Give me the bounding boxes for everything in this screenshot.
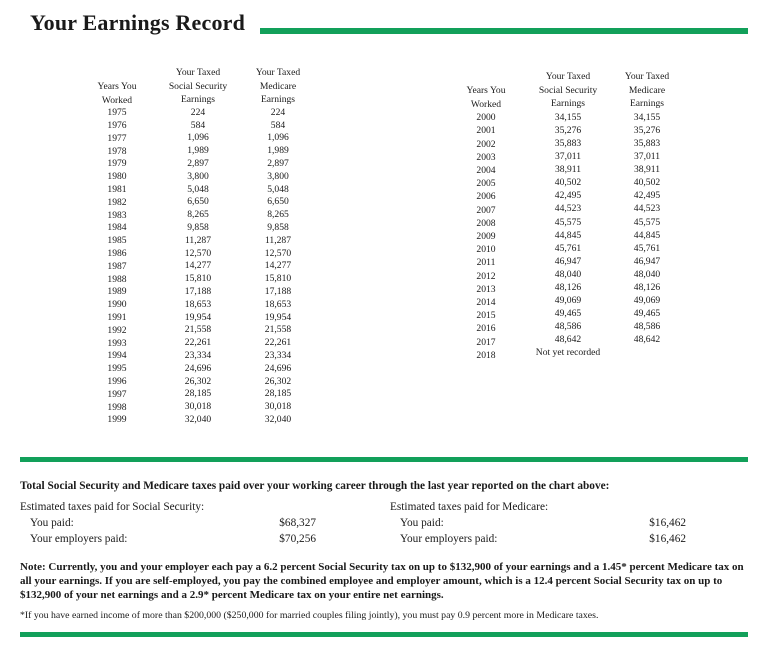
- table-cell: 42,495: [633, 190, 661, 202]
- table-cell: 48,642: [633, 334, 661, 346]
- table-cell: 2000: [476, 112, 496, 124]
- table-cell: 1,989: [187, 145, 209, 157]
- table-cell: 584: [270, 119, 286, 131]
- section-divider-bottom: [20, 632, 748, 637]
- column-header-line: Years You: [97, 81, 137, 92]
- right-ss-earnings-column: [522, 70, 614, 360]
- table-cell: 35,883: [633, 137, 661, 149]
- table-cell: 49,465: [554, 308, 582, 320]
- table-cell: 44,523: [633, 203, 661, 215]
- table-cell: 11,287: [264, 234, 292, 246]
- medicare-estimate-label: Estimated taxes paid for Medicare:: [390, 501, 549, 513]
- table-cell: Not yet recorded: [535, 347, 601, 359]
- table-cell: 224: [270, 106, 286, 118]
- table-cell: 44,845: [554, 229, 582, 241]
- table-cell: 15,810: [264, 273, 292, 285]
- table-cell: 1980: [107, 171, 127, 183]
- table-cell: 14,277: [264, 260, 292, 272]
- table-cell: 3,800: [187, 170, 209, 182]
- column-header-line: Earnings: [260, 94, 296, 106]
- table-cell: 1995: [107, 363, 127, 375]
- table-cell: 35,276: [633, 124, 661, 136]
- table-cell: 1979: [107, 158, 127, 170]
- table-cell: 9,858: [267, 221, 289, 233]
- totals-heading: Total Social Security and Medicare taxes paid over your working career through the last year reported on the chart above:: [20, 480, 610, 492]
- table-cell: 2009: [476, 231, 496, 243]
- table-cell: 1996: [107, 375, 127, 387]
- table-cell: 1982: [107, 196, 127, 208]
- ss-you-paid-amount: $68,327: [279, 517, 316, 529]
- column-header-line: Your Taxed: [624, 71, 670, 82]
- table-cell: 40,502: [633, 177, 661, 189]
- table-cell: 2007: [476, 204, 496, 216]
- table-cell: 8,265: [267, 209, 289, 221]
- table-cell: 2013: [476, 283, 496, 295]
- table-cell: 1987: [107, 260, 127, 272]
- table-cell: 19,954: [264, 311, 292, 323]
- column-header-line: Your Taxed: [545, 71, 591, 82]
- table-cell: 32,040: [184, 413, 212, 425]
- table-cell: 2008: [476, 217, 496, 229]
- table-cell: 5,048: [267, 183, 289, 195]
- title-rule: [260, 28, 748, 34]
- table-cell: 1985: [107, 235, 127, 247]
- table-cell: 15,810: [184, 273, 212, 285]
- table-cell: 1989: [107, 286, 127, 298]
- medicare-employer-paid-label: Your employers paid:: [400, 533, 498, 545]
- left-years-column: [82, 80, 152, 427]
- table-cell: 584: [190, 119, 206, 131]
- table-cell: 1,989: [267, 145, 289, 157]
- table-cell: 48,642: [554, 334, 582, 346]
- table-cell: 21,558: [264, 324, 292, 336]
- table-cell: 40,502: [554, 177, 582, 189]
- medicare-footnote: *If you have earned income of more than $200,000 ($250,000 for married couples filing jointly), you must pay 0.9 percent more in Medicare taxes.: [20, 610, 599, 621]
- table-cell: 1976: [107, 119, 127, 131]
- table-cell: 30,018: [184, 401, 212, 413]
- table-cell: 2,897: [267, 157, 289, 169]
- column-header-line: Medicare: [628, 84, 666, 96]
- table-cell: 9,858: [187, 221, 209, 233]
- table-cell: 23,334: [184, 349, 212, 361]
- table-cell: 37,011: [554, 151, 582, 163]
- table-cell: 8,265: [187, 209, 209, 221]
- table-cell: 23,334: [264, 349, 292, 361]
- right-years-column: [455, 84, 517, 362]
- table-cell: 1986: [107, 247, 127, 259]
- table-cell: 17,188: [264, 285, 292, 297]
- medicare-you-paid-amount: $16,462: [649, 517, 686, 529]
- table-cell: 24,696: [184, 362, 212, 374]
- table-cell: 2002: [476, 138, 496, 150]
- table-cell: 32,040: [264, 413, 292, 425]
- table-cell: 6,650: [187, 196, 209, 208]
- table-cell: 1994: [107, 350, 127, 362]
- column-header-line: Earnings: [180, 94, 216, 106]
- table-cell: 38,911: [633, 164, 661, 176]
- table-cell: 46,947: [633, 255, 661, 267]
- table-cell: 21,558: [184, 324, 212, 336]
- table-cell: 1992: [107, 324, 127, 336]
- table-cell: 30,018: [264, 401, 292, 413]
- table-cell: 26,302: [184, 375, 212, 387]
- column-header-line: Years You: [466, 85, 506, 96]
- table-cell: 48,586: [633, 321, 661, 333]
- table-cell: 2016: [476, 323, 496, 335]
- table-cell: 1999: [107, 414, 127, 426]
- table-cell: 1991: [107, 311, 127, 323]
- table-cell: 2011: [476, 257, 496, 269]
- table-cell: 11,287: [184, 234, 212, 246]
- table-cell: 5,048: [187, 183, 209, 195]
- right-medicare-earnings-column: [612, 70, 682, 346]
- table-cell: 42,495: [554, 190, 582, 202]
- table-cell: 3,800: [267, 170, 289, 182]
- table-cell: 6,650: [267, 196, 289, 208]
- table-cell: 2001: [476, 125, 496, 137]
- table-cell: 45,761: [554, 242, 582, 254]
- table-cell: 2006: [476, 191, 496, 203]
- table-cell: 44,523: [554, 203, 582, 215]
- ss-employer-paid-label: Your employers paid:: [30, 533, 128, 545]
- table-cell: 48,126: [633, 282, 661, 293]
- table-cell: 2,897: [187, 157, 209, 169]
- table-cell: 48,040: [633, 268, 661, 280]
- table-cell: 224: [190, 106, 206, 118]
- table-cell: 18,653: [264, 298, 292, 310]
- table-cell: 1975: [107, 107, 127, 119]
- table-cell: 35,883: [554, 137, 582, 149]
- table-cell: 1984: [107, 222, 127, 234]
- table-cell: 2014: [476, 297, 496, 309]
- column-header-line: Worked: [101, 94, 133, 106]
- table-cell: 38,911: [554, 164, 582, 176]
- column-header-line: Medicare: [259, 80, 297, 92]
- tax-rate-note: Note: Currently, you and your employer each pay a 6.2 percent Social Security tax on up to $132,900 of your earnings and a 1.45* percent Medicare tax on all your earnings. If you are self-employed, you pay the combined employee and employer amount, which is a 12.4 percent Social Security tax on up to $132,900 of your net earnings and a 2.9* percent Medicare tax on your entire net earnings.: [20, 561, 744, 601]
- table-cell: 28,185: [264, 388, 292, 400]
- table-cell: 1997: [107, 388, 127, 400]
- column-header-line: Your Taxed: [255, 67, 301, 78]
- medicare-you-paid-label: You paid:: [400, 517, 444, 529]
- ss-estimate-label: Estimated taxes paid for Social Security:: [20, 501, 205, 513]
- table-cell: 49,465: [633, 308, 661, 320]
- table-cell: 34,155: [554, 111, 582, 123]
- table-cell: 44,845: [633, 229, 661, 241]
- column-header-line: Social Security: [538, 84, 598, 96]
- table-cell: 37,011: [633, 151, 661, 163]
- table-cell: 2005: [476, 178, 496, 190]
- table-cell: 1998: [107, 401, 127, 413]
- table-cell: 34,155: [633, 111, 661, 123]
- table-cell: 45,575: [633, 216, 661, 228]
- table-cell: 22,261: [264, 337, 292, 349]
- table-cell: 2015: [476, 310, 496, 322]
- section-divider-top: [20, 457, 748, 462]
- medicare-employer-paid-amount: $16,462: [649, 533, 686, 545]
- table-cell: 17,188: [184, 285, 212, 297]
- table-cell: 12,570: [264, 247, 292, 259]
- table-cell: 46,947: [554, 255, 582, 267]
- table-cell: 48,126: [554, 282, 582, 293]
- table-cell: 24,696: [264, 362, 292, 374]
- ss-employer-paid-amount: $70,256: [279, 533, 316, 545]
- table-cell: 28,185: [184, 388, 212, 400]
- table-cell: 35,276: [554, 124, 582, 136]
- table-cell: 48,040: [554, 268, 582, 280]
- table-cell: 2012: [476, 270, 496, 282]
- table-cell: 2017: [476, 336, 496, 348]
- table-cell: 26,302: [264, 375, 292, 387]
- table-cell: 1978: [107, 145, 127, 157]
- table-cell: 2010: [476, 244, 496, 256]
- column-header-line: Your Taxed: [175, 67, 221, 78]
- table-cell: 1,096: [187, 132, 209, 144]
- page-title: Your Earnings Record: [30, 10, 246, 35]
- table-cell: 12,570: [184, 247, 212, 259]
- table-cell: 1981: [107, 183, 127, 195]
- table-cell: 45,575: [554, 216, 582, 228]
- table-cell: 48,586: [554, 321, 582, 333]
- table-cell: 1990: [107, 299, 127, 311]
- table-cell: 1977: [107, 132, 127, 144]
- table-cell: 2003: [476, 151, 496, 163]
- table-cell: 14,277: [184, 260, 212, 272]
- left-ss-earnings-column: [160, 66, 236, 427]
- left-medicare-earnings-column: [244, 66, 312, 427]
- table-cell: 1983: [107, 209, 127, 221]
- table-cell: 1,096: [267, 132, 289, 144]
- table-cell: 18,653: [184, 298, 212, 310]
- table-cell: 45,761: [633, 242, 661, 254]
- table-cell: 19,954: [184, 311, 212, 323]
- table-cell: 1988: [107, 273, 127, 285]
- column-header-line: Social Security: [168, 80, 228, 92]
- table-cell: 49,069: [554, 295, 582, 307]
- table-cell: 2018: [476, 349, 496, 361]
- table-cell: 49,069: [633, 295, 661, 307]
- ss-you-paid-label: You paid:: [30, 517, 74, 529]
- column-header-line: Earnings: [629, 98, 665, 110]
- table-cell: 22,261: [184, 337, 212, 349]
- table-cell: 1993: [107, 337, 127, 349]
- column-header-line: Earnings: [550, 98, 586, 110]
- column-header-line: Worked: [470, 98, 502, 110]
- table-cell: 2004: [476, 165, 496, 176]
